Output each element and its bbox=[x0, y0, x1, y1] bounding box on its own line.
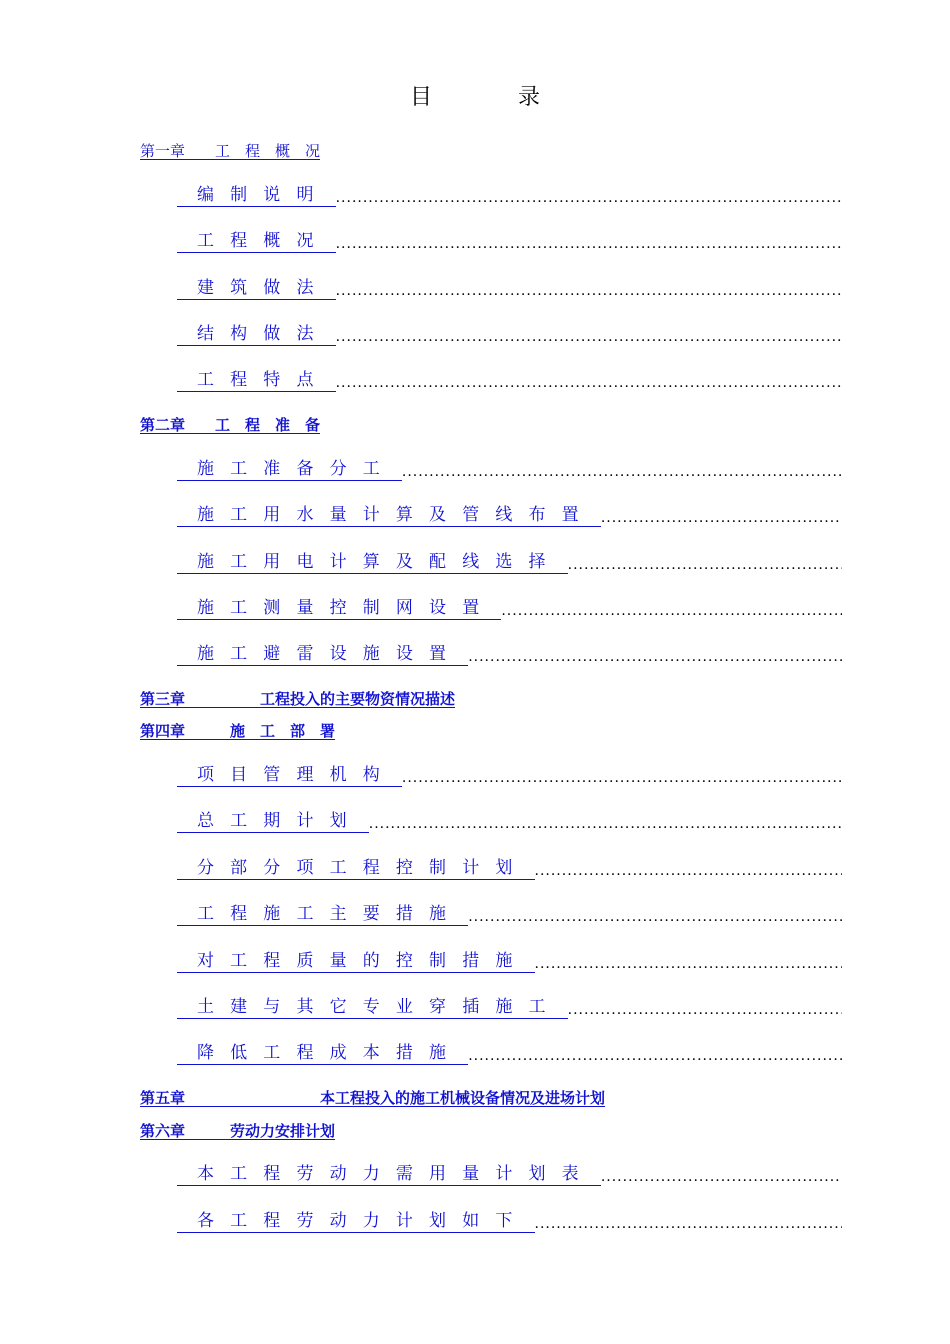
section-link[interactable]: 施工用水量计算及管线布置 bbox=[177, 504, 601, 527]
toc-section[interactable] bbox=[0, 597, 950, 623]
toc-section[interactable] bbox=[0, 903, 950, 929]
toc-section[interactable] bbox=[0, 458, 950, 484]
toc-chapter-6[interactable] bbox=[0, 1120, 950, 1146]
toc-chapter-3[interactable] bbox=[0, 688, 950, 714]
toc-section[interactable] bbox=[0, 323, 950, 349]
dot-leader bbox=[601, 1168, 842, 1186]
toc-chapter-5[interactable] bbox=[0, 1087, 950, 1113]
toc-section[interactable] bbox=[0, 996, 950, 1022]
dot-leader bbox=[568, 556, 842, 574]
section-link[interactable]: 项目管理机构 bbox=[177, 764, 402, 787]
dot-leader bbox=[402, 463, 842, 481]
section-link[interactable]: 总工期计划 bbox=[177, 810, 369, 833]
toc-section[interactable] bbox=[0, 551, 950, 577]
chapter-link[interactable]: 第六章 劳动力安排计划 bbox=[140, 1122, 336, 1140]
dot-leader bbox=[468, 908, 842, 926]
toc-section[interactable] bbox=[0, 643, 950, 669]
dot-leader bbox=[601, 509, 842, 527]
toc-section[interactable] bbox=[0, 1210, 950, 1236]
section-link[interactable]: 降低工程成本措施 bbox=[177, 1042, 468, 1065]
dot-leader bbox=[336, 235, 842, 253]
toc-section[interactable] bbox=[0, 504, 950, 530]
page-title: 目录 bbox=[409, 85, 626, 110]
section-link[interactable]: 施工避雷设施设置 bbox=[177, 643, 468, 666]
dot-leader bbox=[535, 862, 843, 880]
chapter-link[interactable]: 第一章 工 程 概 况 bbox=[140, 142, 321, 160]
dot-leader bbox=[535, 1215, 843, 1233]
toc-section[interactable] bbox=[0, 277, 950, 303]
section-link[interactable]: 对工程质量的控制措施 bbox=[177, 950, 535, 973]
dot-leader bbox=[568, 1001, 842, 1019]
toc-section[interactable] bbox=[0, 950, 950, 976]
chapter-link[interactable]: 第五章 本工程投入的施工机械设备情况及进场计划 bbox=[140, 1089, 606, 1107]
section-link[interactable]: 施工用电计算及配线选择 bbox=[177, 551, 568, 574]
dot-leader bbox=[501, 602, 842, 620]
dot-leader bbox=[535, 955, 843, 973]
chapter-link[interactable]: 第四章 施 工 部 署 bbox=[140, 722, 336, 740]
section-link[interactable]: 各工程劳动力计划如下 bbox=[177, 1210, 535, 1233]
dot-leader bbox=[468, 648, 842, 666]
section-link[interactable]: 土建与其它专业穿插施工 bbox=[177, 996, 568, 1019]
section-link[interactable]: 建筑做法 bbox=[177, 277, 336, 300]
toc-section[interactable] bbox=[0, 857, 950, 883]
dot-leader bbox=[402, 769, 842, 787]
section-link[interactable]: 本工程劳动力需用量计划表 bbox=[177, 1163, 601, 1186]
toc-section[interactable] bbox=[0, 810, 950, 836]
section-link[interactable]: 工程特点 bbox=[177, 369, 336, 392]
section-link[interactable]: 工程概况 bbox=[177, 230, 336, 253]
section-link[interactable]: 分部分项工程控制计划 bbox=[177, 857, 535, 880]
toc-chapter-4[interactable] bbox=[0, 720, 950, 746]
toc-section[interactable] bbox=[0, 1163, 950, 1189]
chapter-link[interactable]: 第三章 工程投入的主要物资情况描述 bbox=[140, 690, 456, 708]
section-link[interactable]: 编制说明 bbox=[177, 184, 336, 207]
dot-leader bbox=[336, 374, 842, 392]
dot-leader bbox=[336, 189, 842, 207]
section-link[interactable]: 结构做法 bbox=[177, 323, 336, 346]
toc-chapter-2[interactable] bbox=[0, 414, 950, 440]
dot-leader bbox=[336, 328, 842, 346]
toc-chapter-1[interactable] bbox=[0, 140, 950, 166]
dot-leader bbox=[369, 815, 842, 833]
toc-section[interactable] bbox=[0, 764, 950, 790]
dot-leader bbox=[468, 1047, 842, 1065]
section-link[interactable]: 施工测量控制网设置 bbox=[177, 597, 501, 620]
dot-leader bbox=[336, 282, 842, 300]
toc-section[interactable] bbox=[0, 369, 950, 395]
section-link[interactable]: 施工准备分工 bbox=[177, 458, 402, 481]
chapter-link[interactable]: 第二章 工 程 准 备 bbox=[140, 416, 321, 434]
section-link[interactable]: 工程施工主要措施 bbox=[177, 903, 468, 926]
toc-section[interactable] bbox=[0, 184, 950, 210]
toc-section[interactable] bbox=[0, 1042, 950, 1068]
toc-section[interactable] bbox=[0, 230, 950, 256]
